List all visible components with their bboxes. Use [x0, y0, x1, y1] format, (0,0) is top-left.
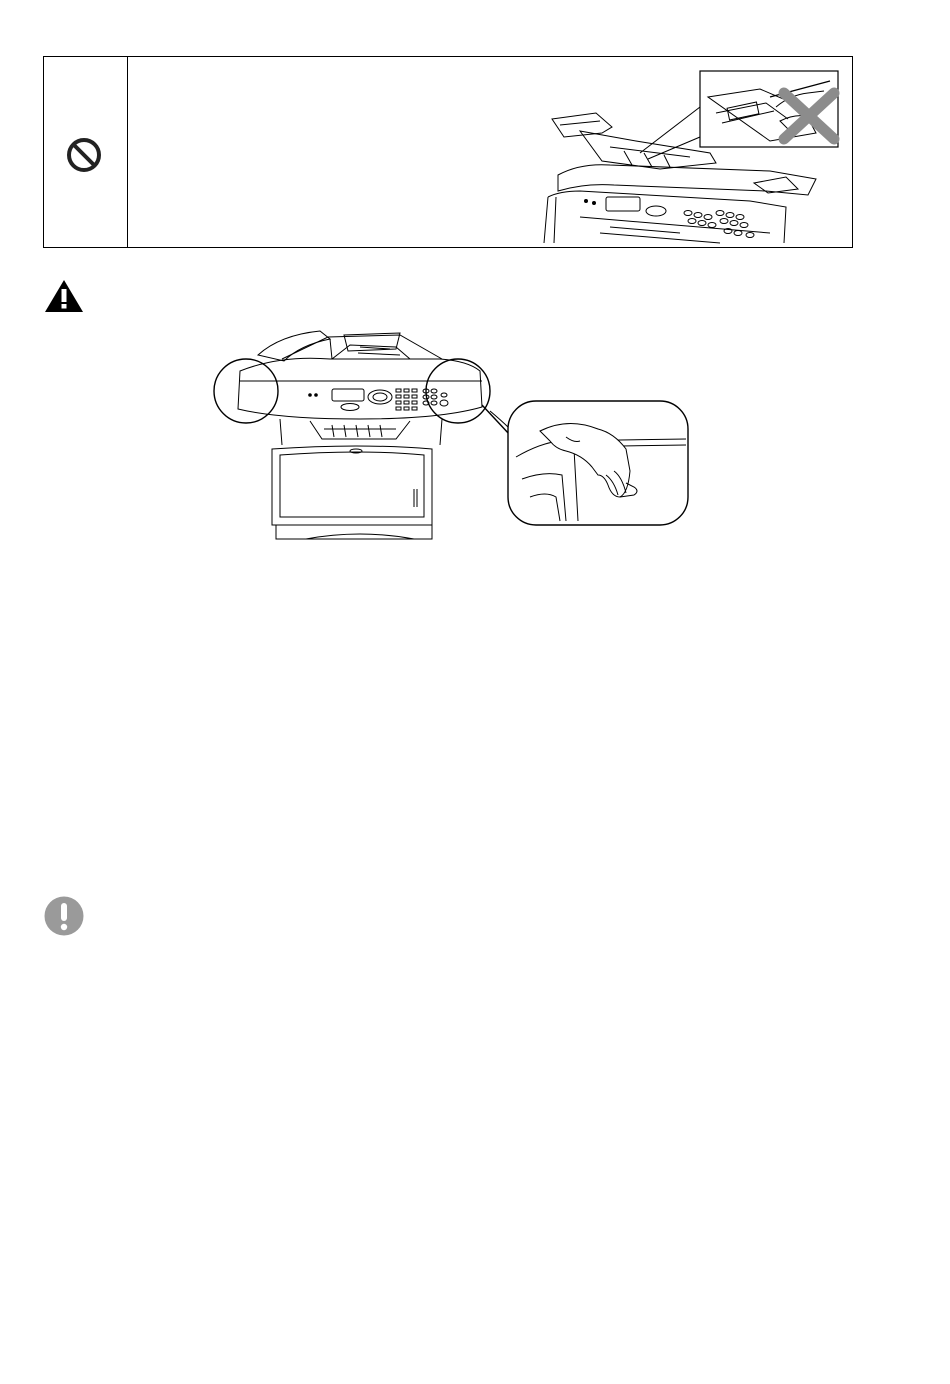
- printer-handling-illustration: [210, 325, 700, 547]
- prohibited-notice-box: [43, 56, 853, 248]
- prohibited-icon: [64, 135, 104, 175]
- warning-triangle-icon: [43, 278, 85, 314]
- notice-icon-cell: [44, 57, 128, 247]
- adf-roller-illustration: [540, 67, 842, 245]
- caution-exclamation-icon: [43, 895, 85, 937]
